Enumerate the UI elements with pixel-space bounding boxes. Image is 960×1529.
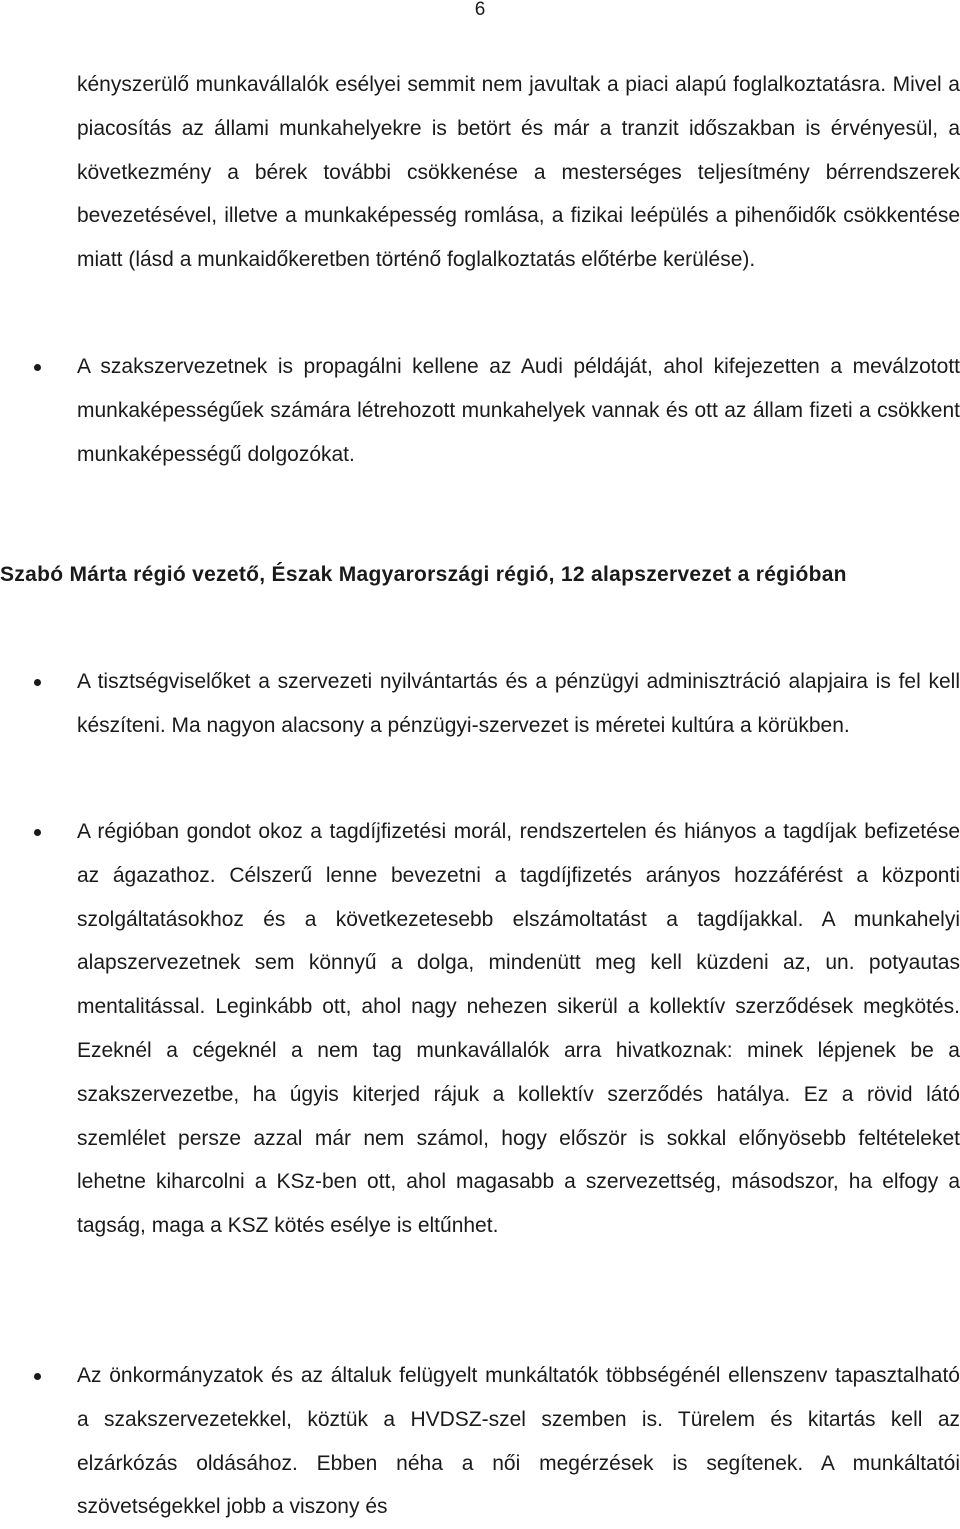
- page-number: 6: [474, 0, 486, 20]
- bullet-dot: [34, 829, 41, 836]
- bullet-dot: [34, 679, 41, 686]
- intro-paragraph: kényszerülő munkavállalók esélyei semmit nem javultak a piaci alapú foglalkoztatásra. Mivel a piacosítás az állami munkahelyekre is betört és már a tranzit időszakban is érvényesül, a következmény a bérek további csökkenése a mesterséges teljesítmény bérrendszerek bevezetésével, illetve a munkaképesség romlása, a fizikai leépülés a pihenőidők csökkentése miatt (lásd a munkaidőkeretben történő foglalkoztatás előtérbe kerülése).: [77, 73, 960, 272]
- bullet-audi-example: A szakszervezetnek is propagálni kellene az Audi példáját, ahol kifejezetten a meválzotott munkaképességűek számára létrehozott munkahelyek vannak és ott az állam fizeti a csökkent munkaképességű dolgozókat.: [77, 355, 960, 466]
- bullet-local-governments: Az önkormányzatok és az általuk felügyelt munkáltatók többségénél ellenszenv tapasztalható a szakszervezetekkel, köztük a HVDSZ-szel szemben is. Türelem és kitartás kell az elzárkózás oldásához. Ebben néha a női megérzések is segítenek. A munkáltatói szövetségekkel jobb a viszony és: [77, 1364, 960, 1519]
- bullet-officials-training: A tisztségviselőket a szervezeti nyilvántartás és a pénzügyi adminisztráció alapjaira is fel kell készíteni. Ma nagyon alacsony a pénzügyi-szervezet is méretei kultúra a körükben.: [77, 670, 960, 737]
- section-heading: Szabó Márta régió vezető, Észak Magyarországi régió, 12 alapszervezet a régióban: [0, 563, 847, 586]
- bullet-membership-fees: A régióban gondot okoz a tagdíjfizetési morál, rendszertelen és hiányos a tagdíjak befizetése az ágazathoz. Célszerű lenne bevezetni a tagdíjfizetés arányos hozzáférést a központi szolgáltatásokhoz és a következetesebb elszámoltatást a tagdíjakkal. A munkahelyi alapszervezetnek sem könnyű a dolga, mindenütt meg kell küzdeni az, un. potyautas mentalitással. Leginkább ott, ahol nagy nehezen sikerül a kollektív szerződések megkötés. Ezeknél a cégeknél a nem tag munkavállalók arra hivatkoznak: minek lépjenek be a szakszervezetbe, ha úgyis kiterjed rájuk a kollektív szerződés hatálya. Ez a rövid látó szemlélet persze azzal már nem számol, hogy először is sokkal előnyösebb feltételeket lehetne kiharcolni a KSz-ben ott, ahol magasabb a szervezettség, másodszor, ha elfogy a tagság, maga a KSZ kötés esélye is eltűnhet.: [77, 820, 960, 1238]
- bullet-dot: [34, 364, 41, 371]
- bullet-dot: [34, 1373, 41, 1380]
